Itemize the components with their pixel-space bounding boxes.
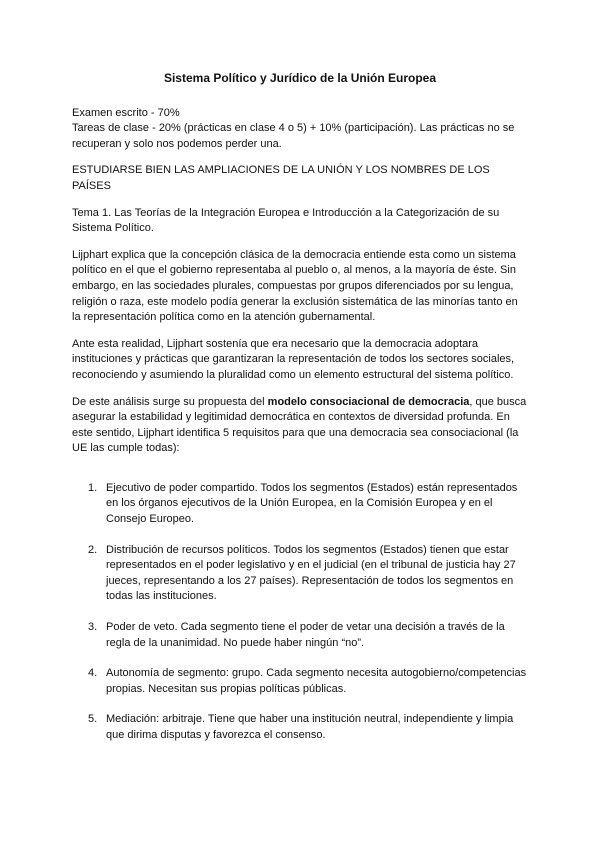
exam-line: Examen escrito - 70% [72,106,180,119]
paragraph-3-bold: modelo consociacional de democracia [267,395,470,408]
grading-info [72,106,528,153]
list-item-number: 5. [88,713,98,726]
paragraph-3-start: De este análisis surge su propuesta del [72,395,268,408]
topic-text: Las Teorías de la Integración Europea e Introducción a la Categorización de su Sistema Político. [72,206,500,235]
requirements-list [72,481,528,744]
list-item [88,666,528,697]
document-title: Sistema Político y Jurídico de la Unión Europea [163,71,437,85]
list-item [88,712,528,743]
list-item [88,543,528,605]
list-item-number: 3. [88,621,98,634]
topic-label: Tema 1. [72,206,112,219]
study-note: ESTUDIARSE BIEN LAS AMPLIACIONES DE LA UNIÓN Y LOS NOMBRES DE LOS PAÍSES [72,164,490,192]
list-item-text: Poder de veto. Cada segmento tiene el poder de vetar una decisión a través de la regla de la unanimidad. No puede haber ningún “no”. [106,621,505,649]
tasks-line: Tareas de clase - 20% (prácticas en clase 4 o 5) + 10% (participación). Las prácticas no se recuperan y solo nos podemos perder una. [72,122,515,150]
topic-heading [72,206,528,237]
paragraph-1: Lijphart explica que la concepción clásica de la democracia entiende esta como un sistema político en el que el gobierno representaba al pueblo o, al menos, a la mayoría de éste. Sin embargo, en las sociedades plurales, compuestas por grupos diferenciados por su lengua, religión o raza, este modelo podía generar la exclusión sistemática de las minorías tanto en la representación política como en la atención gubernamental. [72,248,518,324]
list-item [88,481,528,528]
list-item-number: 1. [88,481,98,494]
list-item-text: Ejecutivo de poder compartido. Todos los segmentos (Estados) están representados en los órganos ejecutivos de la Unión Europea, en la Comisión Europea y en el Consejo Europeo. [106,481,518,526]
list-item-number: 4. [88,667,98,680]
paragraph-3 [72,395,528,457]
list-item-text: Mediación: arbitraje. Tiene que haber una institución neutral, independiente y limpia que dirima disputas y favorezca el consenso. [106,713,514,741]
list-item-number: 2. [88,543,98,556]
list-item-text: Distribución de recursos políticos. Todos los segmentos (Estados) tienen que estar representados en el poder legislativo y en el judicial (en el tribunal de justicia hay 27 jueces, representando a los 27 países). Representación de todos los segmentos en todas las instituciones. [106,543,516,603]
list-item-text: Autonomía de segmento: grupo. Cada segmento necesita autogobierno/competencias propias. Necesitan sus propias políticas públicas. [106,667,527,695]
paragraph-2: Ante esta realidad, Lijphart sostenía que era necesario que la democracia adoptara instituciones y prácticas que garantizaran la representación de todos los sectores sociales, reconociendo y asumiendo la pluralidad como un elemento estructural del sistema político. [72,337,515,381]
paragraph-3-end: , que busca asegurar la estabilidad y legitimidad democrática en contextos de diversidad profunda. En este sentido, Lijphart identifica 5 requisitos para que una democracia sea consociacional (la UE las cumple todas): [72,395,527,455]
list-item [88,620,528,651]
